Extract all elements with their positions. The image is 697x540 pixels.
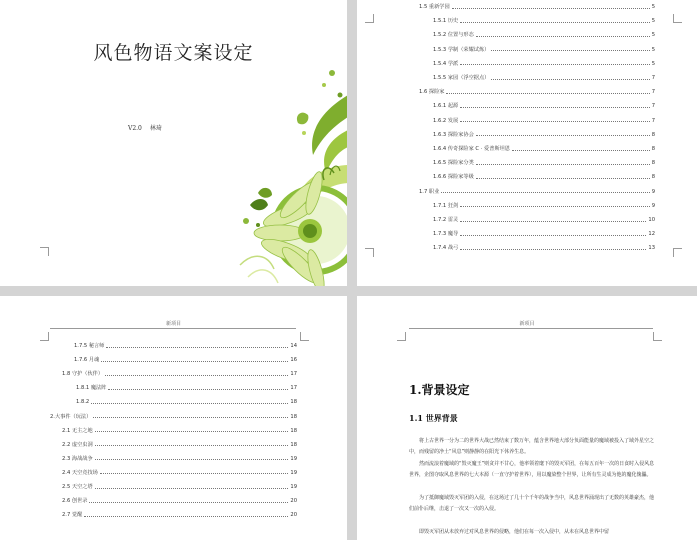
toc-entry[interactable] [433, 170, 655, 180]
toc-page-number: 20 [290, 498, 297, 505]
toc-page-number: 8 [651, 160, 655, 167]
header-divider [50, 328, 296, 329]
toc-entry[interactable] [433, 128, 655, 138]
toc-entry[interactable] [62, 494, 297, 504]
toc-page-number: 9 [651, 202, 655, 209]
crop-mark [40, 332, 49, 341]
toc-entry-label: 1.7.3 魔导 [433, 231, 459, 238]
toc-page-number: 18 [290, 413, 297, 420]
toc-entry[interactable] [433, 199, 655, 209]
crop-mark [365, 14, 374, 23]
toc-entry-label: 1.7.2 雷灵 [433, 217, 459, 223]
version-line [128, 123, 170, 132]
crop-mark [673, 248, 682, 257]
cover-page [0, 0, 347, 286]
toc-leader [460, 22, 649, 23]
toc-page-number: 8 [651, 174, 655, 181]
toc-page-2 [0, 296, 347, 540]
toc-entry[interactable] [62, 424, 297, 434]
toc-entry[interactable] [433, 142, 655, 152]
toc-entry-label: 2.3 海战战争 [62, 455, 93, 462]
toc-entry[interactable] [419, 85, 655, 95]
author-name: 林琦 [149, 125, 162, 132]
toc-leader [100, 473, 289, 474]
toc-entry-label: 1.8 守护（伙伴） [62, 371, 104, 378]
toc-entry[interactable] [62, 508, 297, 518]
toc-entry-label: 1.7.6 月魂 [74, 357, 100, 364]
toc-entry-label: 2.7 觉醒 [62, 512, 83, 519]
toc-leader [512, 150, 650, 151]
crop-mark [300, 332, 309, 341]
toc-leader [460, 249, 646, 250]
toc-page-number: 5 [651, 46, 655, 53]
paragraph: 为了抵御魔域毁灭军团的入侵，在这场过了几十个千年的战争当中，风息世界涌现出了无数的英雄豪杰，他们前仆后继，击退了一次又一次的入侵。 [409, 495, 655, 512]
toc-leader [95, 431, 289, 432]
toc-leader [101, 361, 288, 362]
toc-page-number: 5 [651, 4, 655, 10]
toc-leader [491, 50, 649, 51]
toc-entry-label: 2.2 虚空虫洞 [62, 441, 93, 448]
toc-page-number: 19 [290, 469, 297, 476]
toc-page-number: 8 [651, 146, 655, 152]
toc-leader [95, 445, 289, 446]
toc-leader [460, 221, 646, 222]
toc-entry[interactable] [433, 241, 655, 251]
page-header: 新项目 [519, 321, 535, 327]
toc-entry[interactable] [433, 57, 655, 67]
toc-page-number: 17 [290, 371, 297, 378]
toc-entry[interactable] [62, 466, 297, 476]
crop-mark [673, 14, 682, 23]
toc-leader [476, 135, 650, 136]
toc-leader [95, 488, 289, 489]
toc-page-number: 17 [290, 385, 297, 392]
toc-entry[interactable] [76, 381, 297, 391]
floral-illustration [228, 55, 347, 286]
toc-page-number: 13 [648, 245, 655, 252]
toc-entry[interactable] [74, 353, 297, 363]
toc-leader [460, 121, 649, 122]
paragraph: 将上古世界一分为二的世界大战已然结束了数万年，蕴含世界地大部分负面能量的魔域被投入了域外星空之中，而残留的净土“风息”则静静的在阳光下休养生息。 [409, 438, 655, 455]
toc-leader [446, 93, 649, 94]
toc-entry[interactable] [433, 213, 655, 223]
toc-entry[interactable] [433, 156, 655, 166]
crop-mark [365, 248, 374, 257]
toc-page-number: 7 [651, 117, 655, 124]
toc-page-number: 7 [651, 103, 655, 110]
toc-entry-label: 2.大事件（玩法） [50, 413, 92, 420]
toc-page-1 [357, 0, 697, 286]
document-title: 风色物语文案设定 [93, 42, 254, 64]
toc-entry[interactable] [419, 0, 655, 10]
toc-entry[interactable] [433, 28, 655, 38]
toc-leader [452, 8, 650, 9]
toc-leader [105, 375, 288, 376]
toc-entry-label: 2.1 无主之地 [62, 427, 93, 434]
toc-page-number: 18 [290, 399, 297, 406]
crop-mark [397, 332, 406, 341]
toc-entry-label: 1.6.2 发展 [433, 117, 459, 124]
toc-entry-label: 1.5.3 学制（荣耀试炼） [433, 46, 490, 53]
toc-page-number: 19 [290, 484, 297, 490]
toc-leader [108, 389, 288, 390]
toc-entry[interactable] [74, 339, 297, 349]
toc-entry[interactable] [62, 438, 297, 448]
toc-page-number: 18 [290, 441, 297, 448]
version-number: V2.0 [128, 125, 142, 132]
toc-page-number: 10 [648, 217, 655, 223]
toc-page-number: 12 [648, 231, 655, 238]
toc-leader [476, 36, 650, 37]
toc-entry[interactable] [433, 14, 655, 24]
toc-entry[interactable] [76, 395, 297, 405]
toc-entry-label: 1.8.2 [76, 399, 90, 406]
toc-page-number: 5 [651, 18, 655, 25]
toc-page-number: 7 [651, 89, 655, 96]
toc-entry-label: 1.6.6 探险家等级 [433, 174, 474, 181]
toc-page-number: 18 [290, 427, 297, 434]
crop-mark [40, 247, 49, 256]
toc-leader [106, 347, 288, 348]
toc-entry[interactable] [62, 480, 297, 490]
toc-entry[interactable] [433, 114, 655, 124]
toc-page-number: 5 [651, 60, 655, 67]
section-heading: 1.背景设定 [409, 383, 470, 397]
toc-entry[interactable] [419, 185, 655, 195]
toc-leader [476, 164, 650, 165]
toc-page-number: 8 [651, 131, 655, 138]
toc-page-number: 5 [651, 32, 655, 39]
toc-entry-label: 1.5.5 家园（浮空据点） [433, 75, 490, 81]
toc-leader [460, 64, 649, 65]
toc-leader [460, 206, 649, 207]
toc-entry-label: 1.8.1 魔法阵 [76, 385, 107, 392]
toc-entry[interactable] [62, 452, 297, 462]
toc-entry-label: 1.7.1 狂剑 [433, 202, 459, 209]
subsection-heading: 1.1 世界背景 [409, 413, 458, 423]
toc-entry[interactable] [433, 71, 655, 81]
toc-leader [89, 502, 288, 503]
toc-leader [84, 516, 288, 517]
toc-leader [95, 459, 289, 460]
paragraph: 然而流浪着魔域的“毁灭魔王”则贪并不甘心，他率领着麾下的毁灭军团，在每五百年一次的日食时入侵风息世界，企图夺取风息世界的七大本源（一直守护着世界），用以魔染整个世界，让所有生灵成为他的魔化傀儡。 [409, 461, 655, 478]
toc-entry-label: 1.6 探险家 [419, 89, 445, 96]
page-header: 新项目 [165, 321, 181, 327]
toc-entry-label: 2.5 天空之塔 [62, 484, 93, 490]
toc-entry-label: 1.6.5 探险家分类 [433, 160, 474, 167]
toc-leader [441, 192, 649, 193]
toc-entry[interactable] [433, 43, 655, 53]
toc-leader [491, 79, 649, 80]
toc-page-number: 7 [651, 75, 655, 81]
toc-page-number: 20 [290, 512, 297, 519]
toc-entry-label: 2.4 天空竞技场 [62, 469, 98, 476]
toc-entry-label: 1.6.4 传奇探险家 C · 爱普斯坦恩 [433, 146, 510, 152]
toc-entry[interactable] [50, 410, 297, 420]
body-page [357, 296, 697, 540]
crop-mark [653, 332, 662, 341]
toc-entry[interactable] [62, 367, 297, 377]
toc-page-number: 16 [290, 357, 297, 364]
toc-entry-label: 1.6.3 探险家协会 [433, 131, 474, 138]
toc-leader [460, 107, 649, 108]
toc-leader [476, 178, 650, 179]
toc-entry-label: 1.5 重新学园 [419, 4, 450, 10]
toc-entry-label: 1.5.2 位置与形态 [433, 32, 474, 39]
toc-page-number: 14 [290, 343, 297, 349]
toc-page-number: 9 [651, 188, 655, 195]
toc-entry-label: 1.6.1 起源 [433, 103, 459, 110]
toc-entry-label: 1.5.4 学派 [433, 60, 459, 67]
toc-leader [93, 417, 288, 418]
toc-entry-label: 1.7.4 战弓 [433, 245, 459, 252]
toc-entry-label: 2.6 创世录 [62, 498, 88, 505]
toc-entry-label: 1.7.5 秘言师 [74, 343, 105, 349]
toc-entry-label: 1.5.1 历史 [433, 18, 459, 25]
toc-page-number: 19 [290, 455, 297, 462]
toc-entry[interactable] [433, 99, 655, 109]
paragraph: 即毁灭军团从未放弃过对风息世界的侵略，他们在每一次入侵中，从未在风息世界中留 [419, 529, 610, 535]
toc-leader [460, 235, 646, 236]
toc-entry-label: 1.7 职业 [419, 188, 440, 195]
toc-leader [91, 403, 288, 404]
toc-entry[interactable] [433, 227, 655, 237]
header-divider [409, 328, 653, 329]
